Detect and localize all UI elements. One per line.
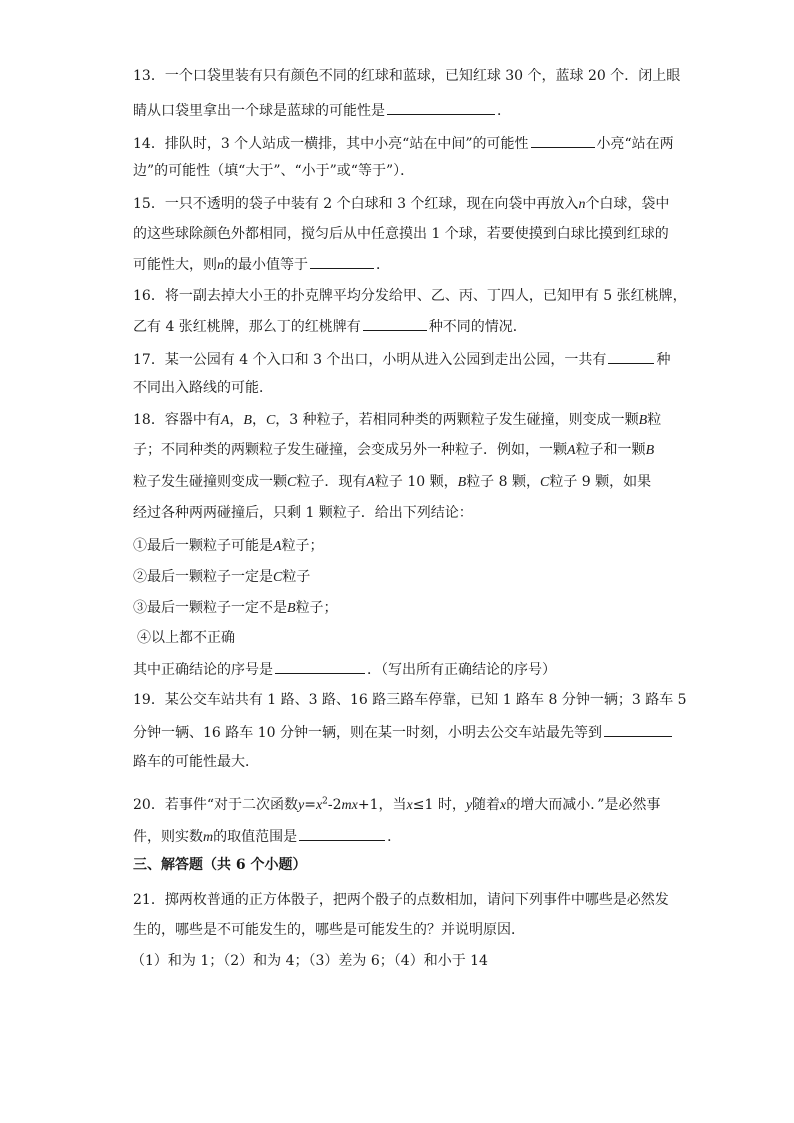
q18-c2-var: C: [273, 570, 283, 585]
q17-answer-blank[interactable]: [608, 349, 654, 364]
q18-var-b: B: [243, 413, 252, 428]
q18-var-c-2: C: [287, 475, 297, 490]
q18-var-a: A: [220, 413, 230, 428]
q18-c1-var: A: [273, 539, 282, 554]
q18-var-a-3: A: [366, 475, 375, 490]
q19-line3: [133, 752, 259, 772]
q20-line2: [133, 826, 401, 846]
q18-text3c: 粒子 10 颗，: [374, 474, 458, 490]
q18-c2-end: 粒子: [282, 569, 311, 585]
q16-text1: 16．将一副去掉大小王的扑克牌平均分发给甲、乙、丙、丁四人，已知甲有 5 张红桃牌，: [133, 288, 687, 304]
q20-var-y: y: [297, 798, 305, 813]
q20-var-m: m: [341, 798, 352, 813]
q18-text3e: 粒子 9 颗，如果: [549, 474, 652, 490]
q18-conclusion-1: [133, 536, 324, 556]
q20-exponent: 2: [322, 796, 328, 807]
q18-var-b-2: B: [638, 413, 648, 428]
q18-text3b: 粒子．现有: [296, 474, 367, 490]
q21-text1: 21．掷两枚普通的正方体骰子，把两个骰子的点数相加，请问下列事件中哪些是必然发: [133, 892, 669, 908]
q19-line2: [133, 722, 674, 742]
q15-line2: [133, 224, 669, 244]
q18-var-b-3: B: [645, 443, 655, 458]
q15-end: ．: [376, 257, 390, 273]
q18-line1: [133, 410, 661, 430]
q17-line2: [133, 378, 273, 398]
q18-text1b: ，3 种粒子，若相同种类的两颗粒子发生碰撞，则变成一颗: [275, 412, 639, 428]
q15-var-n-2: n: [217, 258, 224, 273]
q18-c4-text: ④以上都不正确: [137, 630, 235, 646]
q20-var-m-2: m: [203, 830, 214, 845]
q15-answer-blank[interactable]: [310, 254, 374, 269]
q20-follow: 随着: [472, 797, 501, 813]
q20-var-x-4: x: [500, 798, 507, 813]
q15-var-n: n: [578, 197, 586, 212]
q16-line2: [133, 316, 527, 336]
q18-var-b-4: B: [457, 475, 467, 490]
q13-text1: 13．一个口袋里装有只有颜色不同的红球和蓝球，已知红球 30 个，蓝球 20 个．闭上眼: [133, 68, 681, 84]
q17-line1: [133, 349, 670, 369]
q14-line2: [133, 161, 414, 181]
q15-text3: 可能性大，则: [133, 257, 217, 273]
q20-line1: [133, 795, 660, 815]
q15-text1: 15．一只不透明的袋子中装有 2 个白球和 3 个红球，现在向袋中再放入: [133, 196, 579, 212]
q20-text2b: 的取值范围是: [213, 829, 298, 845]
q15-text3b: 的最小值等于: [224, 257, 308, 273]
q13-end: ．: [497, 103, 511, 119]
q18-c3-text: ③最后一颗粒子一定不是: [133, 600, 287, 616]
q18-line3: [133, 472, 651, 492]
q18-text2b: 粒子和一颗: [575, 442, 646, 458]
q14-text2: 边”的可能性（填“大于”、“小于”或“等于”）．: [133, 163, 415, 179]
q20-var-x: x: [315, 798, 323, 813]
q18-text1c: 粒: [647, 412, 662, 428]
q15-line3: [133, 254, 390, 274]
q18-c1-text: ①最后一颗粒子可能是: [133, 538, 273, 554]
q16-text2: 乙有 4 张红桃牌，那么丁的红桃牌有: [133, 319, 361, 335]
q18-c3-var: B: [287, 601, 296, 616]
q21-text2: 生的，哪些是不可能发生的，哪些是可能发生的？并说明原因．: [133, 922, 525, 938]
q18-line2: [133, 440, 654, 460]
q16-answer-blank[interactable]: [363, 316, 427, 331]
q15-text2: 的这些球除颜色外都相同，搅匀后从中任意摸出 1 个球，若要使摸到白球比摸到红球的: [133, 226, 669, 242]
q16-line1: [133, 286, 687, 306]
q20-text1b: 的增大而减小．”是必然事: [506, 797, 661, 813]
q20-minus2: -2: [327, 797, 342, 813]
q13-line2: [133, 100, 511, 120]
q16-text2b: 种不同的情况．: [428, 319, 527, 335]
q18-answer-blank[interactable]: [275, 659, 365, 674]
q18-c2-text: ②最后一颗粒子一定是: [133, 569, 273, 585]
section-heading: [133, 855, 307, 875]
q13-text2: 睛从口袋里拿出一个球是蓝球的可能性是: [133, 103, 385, 119]
q14-text1: 14．排队时，3 个人站成一横排，其中小亮“站在中间”的可能性: [133, 136, 529, 152]
q18-answer-line: [133, 659, 556, 679]
q18-var-a-2: A: [567, 443, 576, 458]
q20-end: ．: [387, 829, 402, 845]
q18-text4: 经过各种两两碰撞后，只剩 1 颗粒子．给出下列结论：: [133, 505, 473, 521]
q18-answer-text: 其中正确结论的序号是: [133, 662, 273, 678]
q21-line2: [133, 920, 525, 940]
q19-text1: 19．某公交车站共有 1 路、3 路、16 路三路车停靠，已知 1 路车 8 分钟一辆；3 路车 5: [133, 692, 687, 708]
q21-text3: （1）和为 1；（2）和为 4；（3）差为 6；（4）和小于 14: [131, 953, 488, 969]
q18-text1: 18．容器中有: [133, 412, 221, 428]
q18-var-c-3: C: [540, 475, 550, 490]
q17-text2: 不同出入路线的可能．: [133, 380, 273, 396]
q20-var-x-3: x: [406, 798, 413, 813]
q18-var-c: C: [265, 413, 276, 428]
q18-text3d: 粒子 8 颗，: [466, 474, 540, 490]
q18-sep1: ，: [229, 412, 244, 428]
q19-text2: 分钟一辆、16 路车 10 分钟一辆，则在某一时刻，小明去公交车站最先等到: [133, 725, 602, 741]
q21-line3: [131, 951, 488, 971]
q18-text2: 子；不同种类的两颗粒子发生碰撞，会变成另外一种粒子．例如，一颗: [133, 442, 567, 458]
q18-sep2: ，: [251, 412, 266, 428]
q20-var-x-2: x: [351, 798, 358, 813]
q17-text1b: 种: [656, 352, 671, 368]
q19-answer-blank[interactable]: [604, 722, 672, 737]
q15-line1: [133, 194, 669, 214]
section-title: 三、解答题（共 6 个小题）: [133, 857, 307, 873]
q14-text1b: 小亮“站在两: [596, 136, 674, 152]
q20-var-y-2: y: [465, 798, 473, 813]
q20-plus1: +1，当: [357, 797, 407, 813]
q18-c3-end: 粒子；: [295, 600, 338, 616]
q18-conclusion-3: [133, 598, 338, 618]
q18-c1-end: 粒子；: [281, 538, 324, 554]
q13-line1: [133, 66, 680, 86]
q20-eq: =: [304, 797, 316, 813]
q18-answer-end: ．（写出所有正确结论的序号）: [367, 662, 556, 678]
q13-answer-blank[interactable]: [387, 100, 495, 115]
q17-text1: 17．某一公园有 4 个入口和 3 个出口，小明从进入公园到走出公园，一共有: [133, 352, 607, 368]
q19-line1: [133, 690, 687, 710]
q20-text2: 件，则实数: [133, 829, 203, 845]
q20-answer-blank[interactable]: [299, 826, 385, 841]
q19-text3: 路车的可能性最大．: [133, 754, 259, 770]
q18-line4: [133, 503, 473, 523]
q15-text1b: 个白球，袋中: [585, 196, 670, 212]
q14-answer-blank[interactable]: [531, 133, 595, 148]
q18-conclusion-2: [133, 567, 310, 587]
q20-le1: ≤1 时，: [412, 797, 466, 813]
q18-conclusion-4: [137, 628, 235, 648]
q18-text3: 粒子发生碰撞则变成一颗: [133, 474, 287, 490]
q21-line1: [133, 890, 669, 910]
q20-text1: 20．若事件“对于二次函数: [133, 797, 298, 813]
q14-line1: [133, 133, 674, 153]
